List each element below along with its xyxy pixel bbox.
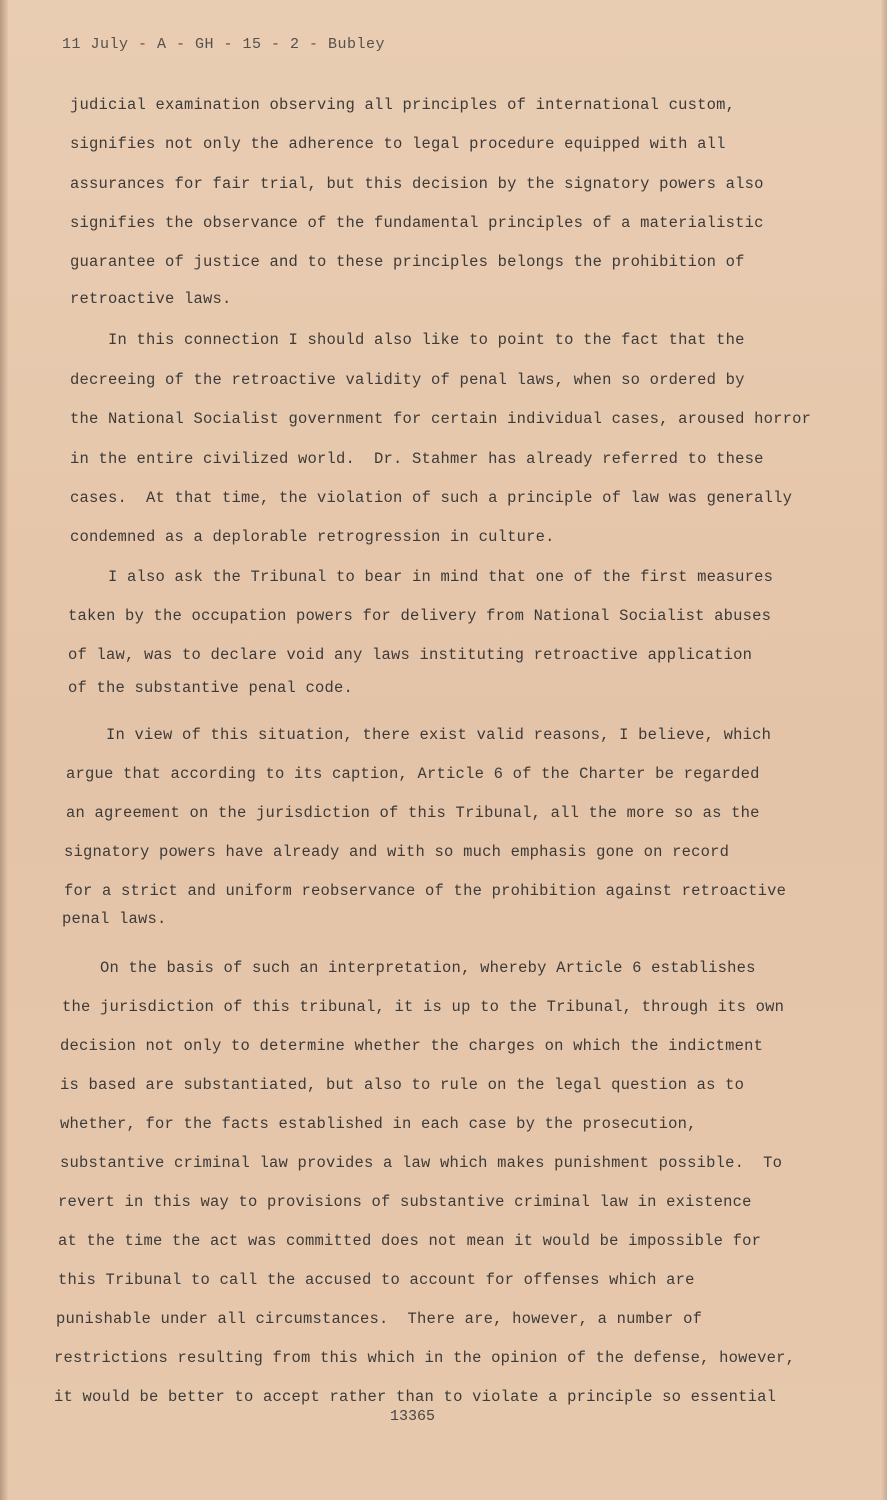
text-line: signifies not only the adherence to legal procedure equipped with all: [70, 135, 726, 153]
text-line: cases. At that time, the violation of such a principle of law was generally: [70, 489, 793, 507]
text-line: argue that according to its caption, Article 6 of the Charter be regarded: [66, 765, 760, 783]
text-line: I also ask the Tribunal to bear in mind that one of the first measures: [70, 568, 774, 586]
text-line: in the entire civilized world. Dr. Stahmer has already referred to these: [70, 450, 764, 468]
text-line: In view of this situation, there exist valid reasons, I believe, which: [68, 726, 772, 744]
page-edge-left: [0, 0, 8, 1500]
text-line: On the basis of such an interpretation, whereby Article 6 establishes: [62, 959, 756, 977]
page-header: 11 July - A - GH - 15 - 2 - Bubley: [62, 36, 386, 53]
text-line: the National Socialist government for certain individual cases, aroused horror: [70, 410, 812, 428]
text-line: of law, was to declare void any laws instituting retroactive application: [68, 646, 753, 664]
text-line: assurances for fair trial, but this decision by the signatory powers also: [70, 175, 764, 193]
text-line: revert in this way to provisions of substantive criminal law in existence: [58, 1193, 752, 1211]
text-line: for a strict and uniform reobservance of the prohibition against retroactive: [64, 882, 787, 900]
text-line: decision not only to determine whether the charges on which the indictment: [60, 1037, 764, 1055]
text-line: judicial examination observing all principles of international custom,: [70, 96, 736, 114]
page-number: 13365: [390, 1408, 436, 1425]
text-line: substantive criminal law provides a law which makes punishment possible. To: [60, 1154, 783, 1172]
text-line: guarantee of justice and to these principles belongs the prohibition of: [70, 253, 745, 271]
text-line: In this connection I should also like to point to the fact that the: [70, 331, 745, 349]
text-line: condemned as a deplorable retrogression in culture.: [70, 528, 555, 546]
text-line: retroactive laws.: [70, 290, 232, 308]
text-line: penal laws.: [62, 910, 167, 928]
page-edge-right: [881, 0, 887, 1500]
text-line: of the substantive penal code.: [68, 679, 354, 697]
text-line: signifies the observance of the fundamental principles of a materialistic: [70, 214, 764, 232]
text-line: punishable under all circumstances. There are, however, a number of: [56, 1310, 703, 1328]
text-line: at the time the act was committed does not mean it would be impossible for: [58, 1232, 762, 1250]
text-line: the jurisdiction of this tribunal, it is up to the Tribunal, through its own: [62, 998, 785, 1016]
text-line: is based are substantiated, but also to rule on the legal question as to: [60, 1076, 745, 1094]
text-line: signatory powers have already and with so much emphasis gone on record: [64, 843, 730, 861]
text-line: decreeing of the retroactive validity of penal laws, when so ordered by: [70, 371, 745, 389]
text-line: an agreement on the jurisdiction of this Tribunal, all the more so as the: [66, 804, 760, 822]
text-line: restrictions resulting from this which in the opinion of the defense, however,: [54, 1349, 796, 1367]
text-line: whether, for the facts established in each case by the prosecution,: [60, 1115, 697, 1133]
text-line: it would be better to accept rather than to violate a principle so essential: [54, 1388, 777, 1406]
text-line: taken by the occupation powers for delivery from National Socialist abuses: [68, 607, 772, 625]
text-line: this Tribunal to call the accused to account for offenses which are: [58, 1271, 695, 1289]
